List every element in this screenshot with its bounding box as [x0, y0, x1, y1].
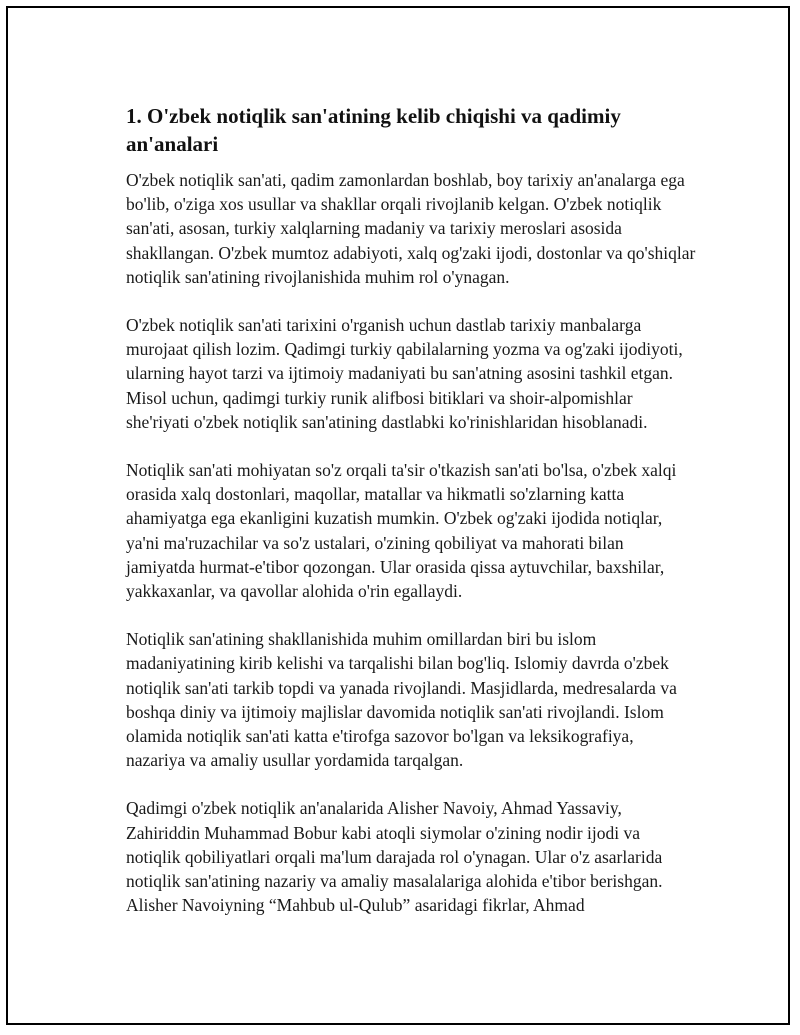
- paragraph-5: Qadimgi o'zbek notiqlik an'analarida Alisher Navoiy, Ahmad Yassaviy, Zahiriddin Muhammad Bobur kabi atoqli siymolar o'zining nodir ijodi va notiqlik qobiliyatlari orqali ma'lum darajada rol o'ynagan. Ular o'z asarlarida notiqlik san'atining nazariy va amaliy masalalariga alohida e'tibor berishgan. Alisher Navoiyning “Mahbub ul-Qulub” asaridagi fikrlar, Ahmad: [126, 798, 663, 916]
- section-heading: 1. O'zbek notiqlik san'atining kelib chiqishi va qadimiy an'analari: [126, 104, 621, 156]
- paragraph-3: Notiqlik san'ati mohiyatan so'z orqali ta'sir o'tkazish san'ati bo'lsa, o'zbek xalqi orasida xalq dostonlari, maqollar, matallar va hikmatli so'zlarning katta ahamiyatga ega ekanligini kuzatish mumkin. O'zbek og'zaki ijodida notiqlar, ya'ni ma'ruzachilar va so'z ustalari, o'zining qobiliyat va mahorati bilan jamiyatda hurmat-e'tibor qozongan. Ular orasida qissa aytuvchilar, baxshilar, yakkaxanlar, va qavollar alohida o'rin egallaydi.: [126, 460, 677, 602]
- page-content: [126, 102, 696, 941]
- paragraph-4: Notiqlik san'atining shakllanishida muhim omillardan biri bu islom madaniyatining kirib kelishi va tarqalishi bilan bog'liq. Islomiy davrda o'zbek notiqlik san'ati tarkib topdi va yanada rivojlandi. Masjidlarda, medresalarda va boshqa diniy va ijtimoiy majlislar davomida notiqlik san'ati rivojlandi. Islom olamida notiqlik san'ati katta e'tirofga sazovor bo'lgan va leksikografiya, nazariya va amaliy usullar yordamida tarqalgan.: [126, 629, 677, 771]
- page-frame: [6, 6, 790, 1025]
- paragraph-1: O'zbek notiqlik san'ati, qadim zamonlardan boshlab, boy tarixiy an'analarga ega bo'lib, o'ziga xos usullar va shakllar orqali rivojlanib kelgan. O'zbek notiqlik san'ati, asosan, turkiy xalqlarning madaniy va tarixiy meroslari asosida shakllangan. O'zbek mumtoz adabiyoti, xalq og'zaki ijodi, dostonlar va qo'shiqlar notiqlik san'atining rivojlanishida muhim rol o'ynagan.: [126, 170, 696, 287]
- paragraph-2: O'zbek notiqlik san'ati tarixini o'rganish uchun dastlab tarixiy manbalarga murojaat qilish lozim. Qadimgi turkiy qabilalarning yozma va og'zaki ijodiyoti, ularning hayot tarzi va ijtimoiy madaniyati bu san'atning asosini tashkil etgan. Misol uchun, qadimgi turkiy runik alifbosi bitiklari va shoir-alpomishlar she'riyati o'zbek notiqlik san'atining dastlabki ko'rinishlaridan hisoblanadi.: [126, 315, 683, 432]
